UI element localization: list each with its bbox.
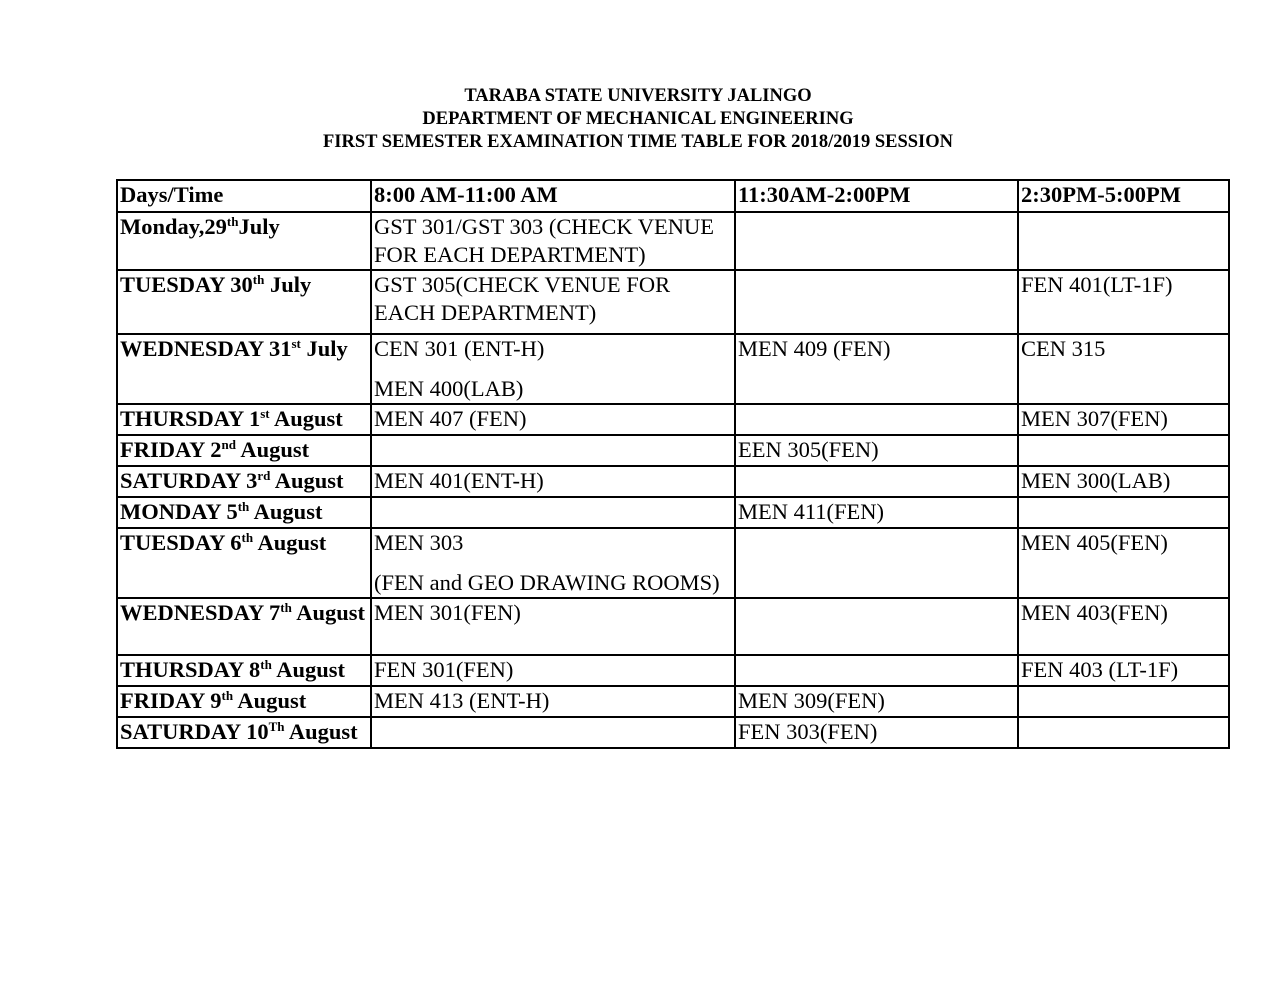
slot-afternoon bbox=[1018, 717, 1229, 748]
slot-afternoon: MEN 300(LAB) bbox=[1018, 466, 1229, 497]
slot-morning: MEN 407 (FEN) bbox=[371, 404, 735, 435]
day-month: August bbox=[291, 600, 365, 625]
day-suffix: th bbox=[252, 272, 265, 287]
table-row bbox=[117, 435, 1229, 466]
day-suffix: st bbox=[260, 406, 270, 421]
slot-morning bbox=[371, 528, 735, 598]
day-cell bbox=[117, 435, 371, 466]
slot-afternoon: MEN 405(FEN) bbox=[1018, 528, 1229, 598]
day-name: FRIDAY 2 bbox=[120, 437, 222, 462]
slot-afternoon: FEN 403 (LT-1F) bbox=[1018, 655, 1229, 686]
table-row bbox=[117, 466, 1229, 497]
day-suffix: th bbox=[280, 600, 292, 615]
slot-midday bbox=[735, 404, 1018, 435]
slot-midday bbox=[735, 655, 1018, 686]
day-cell bbox=[117, 404, 371, 435]
table-row bbox=[117, 598, 1229, 655]
table-row bbox=[117, 334, 1229, 404]
document-heading bbox=[0, 85, 1276, 154]
slot-midday: MEN 409 (FEN) bbox=[735, 334, 1018, 404]
slot-midday: EEN 305(FEN) bbox=[735, 435, 1018, 466]
table-row bbox=[117, 270, 1229, 334]
day-name: TUESDAY 30 bbox=[120, 272, 253, 297]
slot-morning: GST 305(CHECK VENUE FOR EACH DEPARTMENT) bbox=[371, 270, 735, 334]
slot-morning: GST 301/GST 303 (CHECK VENUE FOR EACH DEPARTMENT) bbox=[371, 212, 735, 270]
day-cell bbox=[117, 466, 371, 497]
slot-morning-line1: CEN 301 (ENT-H) bbox=[374, 336, 545, 361]
day-month: August bbox=[284, 719, 358, 744]
slot-morning: MEN 413 (ENT-H) bbox=[371, 686, 735, 717]
day-month: August bbox=[249, 499, 323, 524]
table-header-row bbox=[117, 180, 1229, 212]
table-row bbox=[117, 497, 1229, 528]
day-cell bbox=[117, 717, 371, 748]
day-month: August bbox=[270, 468, 344, 493]
day-cell bbox=[117, 212, 371, 270]
slot-morning bbox=[371, 717, 735, 748]
exam-timetable bbox=[116, 179, 1230, 749]
timetable-title: FIRST SEMESTER EXAMINATION TIME TABLE FOR 2018/2019 SESSION bbox=[322, 132, 953, 152]
column-header-morning: 8:00 AM-11:00 AM bbox=[371, 180, 735, 212]
day-suffix: th bbox=[241, 530, 254, 545]
day-cell bbox=[117, 528, 371, 598]
slot-afternoon: MEN 307(FEN) bbox=[1018, 404, 1229, 435]
day-suffix: Th bbox=[268, 719, 285, 734]
day-cell bbox=[117, 270, 371, 334]
slot-morning bbox=[371, 435, 735, 466]
day-name: SATURDAY 3 bbox=[120, 468, 258, 493]
slot-midday bbox=[735, 466, 1018, 497]
slot-morning-line1: MEN 303 bbox=[374, 530, 464, 555]
table-row bbox=[117, 404, 1229, 435]
slot-midday bbox=[735, 528, 1018, 598]
day-cell bbox=[117, 334, 371, 404]
table-row bbox=[117, 528, 1229, 598]
slot-morning bbox=[371, 497, 735, 528]
slot-afternoon bbox=[1018, 497, 1229, 528]
day-name: Monday,29 bbox=[120, 214, 227, 239]
day-name: SATURDAY 10 bbox=[120, 719, 269, 744]
day-suffix: th bbox=[237, 499, 250, 514]
column-header-midday: 11:30AM-2:00PM bbox=[735, 180, 1018, 212]
slot-midday: MEN 309(FEN) bbox=[735, 686, 1018, 717]
day-suffix: rd bbox=[257, 468, 271, 483]
slot-morning bbox=[371, 334, 735, 404]
table-row bbox=[117, 655, 1229, 686]
slot-midday bbox=[735, 270, 1018, 334]
slot-afternoon bbox=[1018, 686, 1229, 717]
column-header-days: Days/Time bbox=[117, 180, 371, 212]
day-name: TUESDAY 6 bbox=[120, 530, 242, 555]
day-name: MONDAY 5 bbox=[120, 499, 238, 524]
slot-afternoon bbox=[1018, 435, 1229, 466]
day-cell bbox=[117, 686, 371, 717]
day-suffix: th bbox=[221, 688, 234, 703]
day-name: FRIDAY 9 bbox=[120, 688, 222, 713]
day-month: July bbox=[264, 272, 312, 297]
slot-midday: FEN 303(FEN) bbox=[735, 717, 1018, 748]
day-month: August bbox=[269, 406, 343, 431]
day-month: August bbox=[235, 437, 310, 462]
university-name: TARABA STATE UNIVERSITY JALINGO bbox=[464, 86, 812, 106]
slot-midday bbox=[735, 598, 1018, 655]
column-header-afternoon: 2:30PM-5:00PM bbox=[1018, 180, 1229, 212]
day-name: THURSDAY 1 bbox=[120, 406, 261, 431]
day-name: WEDNESDAY 7 bbox=[120, 600, 281, 625]
slot-afternoon: FEN 401(LT-1F) bbox=[1018, 270, 1229, 334]
slot-afternoon: MEN 403(FEN) bbox=[1018, 598, 1229, 655]
day-suffix: nd bbox=[221, 437, 236, 452]
slot-afternoon: CEN 315 bbox=[1018, 334, 1229, 404]
day-cell bbox=[117, 497, 371, 528]
slot-midday: MEN 411(FEN) bbox=[735, 497, 1018, 528]
day-suffix: th bbox=[260, 657, 272, 672]
table-row bbox=[117, 717, 1229, 748]
day-cell bbox=[117, 655, 371, 686]
table-row bbox=[117, 686, 1229, 717]
day-month: August bbox=[271, 657, 345, 682]
slot-morning: FEN 301(FEN) bbox=[371, 655, 735, 686]
slot-morning: MEN 401(ENT-H) bbox=[371, 466, 735, 497]
day-month: July bbox=[238, 214, 280, 239]
day-suffix: th bbox=[226, 214, 239, 229]
slot-morning-line2: MEN 400(LAB) bbox=[374, 376, 524, 401]
table-row bbox=[117, 212, 1229, 270]
day-suffix: st bbox=[291, 336, 301, 351]
day-name: THURSDAY 8 bbox=[120, 657, 261, 682]
day-month: July bbox=[300, 336, 348, 361]
day-cell bbox=[117, 598, 371, 655]
day-name: WEDNESDAY 31 bbox=[120, 336, 292, 361]
day-month: August bbox=[233, 688, 307, 713]
slot-morning: MEN 301(FEN) bbox=[371, 598, 735, 655]
slot-morning-line2: (FEN and GEO DRAWING ROOMS) bbox=[374, 570, 720, 595]
department-name: DEPARTMENT OF MECHANICAL ENGINEERING bbox=[422, 109, 854, 129]
slot-afternoon bbox=[1018, 212, 1229, 270]
slot-midday bbox=[735, 212, 1018, 270]
day-month: August bbox=[253, 530, 327, 555]
